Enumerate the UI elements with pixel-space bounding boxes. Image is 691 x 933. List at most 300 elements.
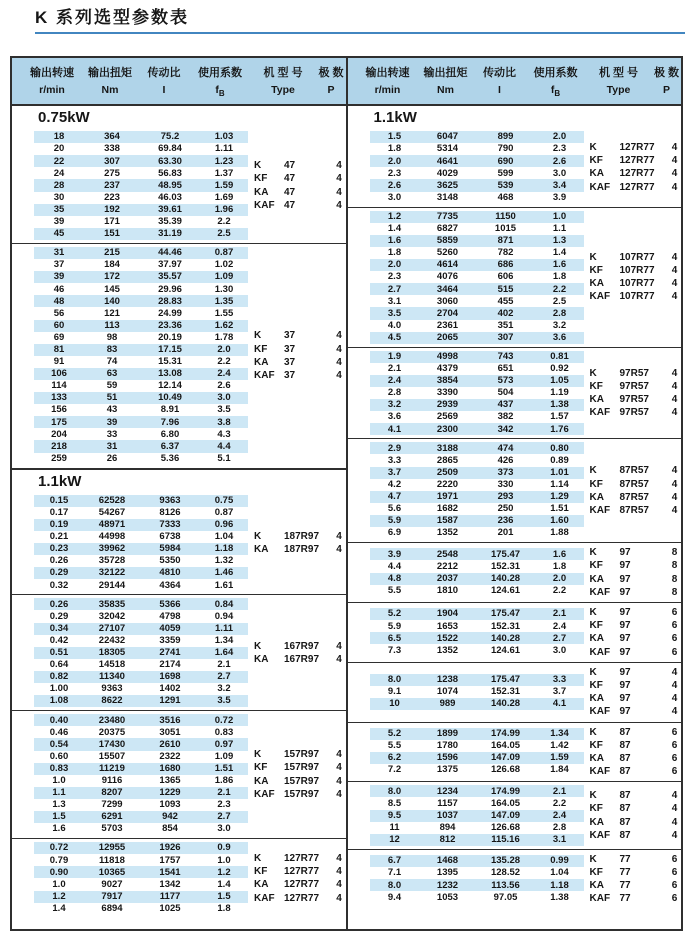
type-poles: 4 <box>671 141 678 153</box>
type-poles: 4 <box>336 160 342 172</box>
data-rows <box>34 714 248 835</box>
speed-cell: 0.26 <box>49 555 69 567</box>
type-row <box>254 788 346 801</box>
type-size: 97 <box>619 706 631 718</box>
ratio-cell: 790 <box>497 143 514 155</box>
service-factor-cell: 1.42 <box>550 740 569 752</box>
torque-cell: 15507 <box>98 750 126 762</box>
data-row <box>34 332 248 344</box>
type-size: 87R57 <box>619 478 649 490</box>
ratio-cell: 13.08 <box>158 368 182 380</box>
torque-cell: 113 <box>104 319 120 331</box>
type-size: 107R77 <box>619 291 655 303</box>
type-poles: 4 <box>671 803 678 815</box>
ratio-cell: 28.83 <box>158 295 182 307</box>
torque-cell: 1468 <box>436 855 459 867</box>
speed-cell: 1.6 <box>387 235 402 247</box>
type-row <box>254 748 346 761</box>
service-factor-cell: 1.05 <box>550 375 569 387</box>
header-unit-label: P <box>327 84 335 96</box>
type-size: 47 <box>284 186 296 198</box>
data-row <box>370 560 584 572</box>
type-poles: 4 <box>671 155 678 167</box>
ratio-cell: 2174 <box>159 659 181 671</box>
data-row <box>370 271 584 283</box>
torque-cell: 83 <box>106 343 118 355</box>
service-factor-cell: 3.5 <box>217 404 231 416</box>
torque-cell: 6894 <box>101 902 123 914</box>
service-factor-cell: 2.4 <box>217 368 231 380</box>
ratio-cell: 437 <box>497 399 514 411</box>
type-list <box>590 853 682 906</box>
header-cell <box>190 64 250 98</box>
header-cn-label: 使用系数 <box>533 67 578 79</box>
type-size: 87 <box>619 766 631 778</box>
data-row <box>34 671 248 683</box>
type-prefix: KF <box>589 620 603 632</box>
type-prefix: K <box>589 367 597 379</box>
service-factor-cell: 2.8 <box>552 821 567 833</box>
torque-cell: 2939 <box>436 399 459 411</box>
type-poles: 4 <box>671 278 678 290</box>
torque-cell: 1352 <box>436 644 459 656</box>
type-size: 127R77 <box>284 853 320 865</box>
type-list <box>590 546 682 599</box>
torque-cell: 8207 <box>101 787 123 799</box>
torque-cell: 1971 <box>436 491 459 503</box>
ratio-cell: 1150 <box>495 210 516 222</box>
service-factor-cell: 0.87 <box>214 247 234 259</box>
type-prefix: KAF <box>254 369 275 381</box>
ratio-cell: 4059 <box>159 622 181 634</box>
torque-cell: 3464 <box>436 283 459 295</box>
data-row <box>370 891 584 903</box>
data-row <box>34 635 248 647</box>
torque-cell: 1157 <box>437 797 458 809</box>
data-row <box>370 585 584 597</box>
service-factor-cell: 0.83 <box>214 726 234 738</box>
service-factor-cell: 2.4 <box>552 809 567 821</box>
speed-cell: 2.9 <box>387 442 402 454</box>
header-cell <box>586 64 652 98</box>
service-factor-cell: 1.11 <box>215 622 233 634</box>
type-poles: 4 <box>671 394 678 406</box>
speed-cell: 2.3 <box>387 167 402 179</box>
torque-cell: 275 <box>104 167 120 179</box>
param-block <box>348 128 682 207</box>
type-prefix: KF <box>254 343 268 355</box>
type-size: 37 <box>284 369 296 381</box>
service-factor-cell: 2.4 <box>552 620 567 632</box>
service-factor-cell: 1.51 <box>550 503 569 515</box>
type-prefix: KF <box>589 380 603 392</box>
service-factor-cell: 2.2 <box>552 797 567 809</box>
ratio-cell: 573 <box>497 375 514 387</box>
ratio-cell: 8.91 <box>160 404 180 416</box>
param-block <box>348 542 682 602</box>
speed-cell: 31 <box>53 247 65 259</box>
type-row <box>590 464 682 477</box>
speed-cell: 10 <box>389 698 400 710</box>
type-poles: 4 <box>671 465 678 477</box>
type-size: 37 <box>284 356 296 368</box>
type-list <box>590 606 682 659</box>
ratio-cell: 342 <box>497 423 514 435</box>
data-row <box>34 787 248 799</box>
param-block <box>12 243 346 468</box>
service-factor-cell: 5.1 <box>217 452 231 464</box>
type-list <box>590 726 682 779</box>
type-size: 77 <box>619 893 631 905</box>
type-prefix: KA <box>589 633 604 645</box>
data-rows <box>370 131 584 204</box>
ratio-cell: 29.96 <box>158 283 182 295</box>
data-row <box>34 878 248 890</box>
type-prefix: KF <box>589 478 603 490</box>
ratio-cell: 651 <box>497 363 514 375</box>
service-factor-cell: 1.38 <box>550 399 569 411</box>
ratio-cell: 140.28 <box>490 698 521 710</box>
torque-cell: 31 <box>106 440 118 452</box>
data-row <box>370 179 584 191</box>
ratio-cell: 5.36 <box>160 452 180 464</box>
ratio-cell: 128.52 <box>490 867 521 879</box>
torque-cell: 9027 <box>101 878 123 890</box>
data-rows <box>34 842 248 915</box>
param-block <box>348 662 682 722</box>
param-block <box>348 722 682 782</box>
speed-cell: 1.8 <box>387 247 402 259</box>
data-row <box>34 738 248 750</box>
type-size: 97 <box>619 666 631 678</box>
type-poles: 8 <box>671 560 678 572</box>
type-prefix: KF <box>589 739 603 751</box>
service-factor-cell: 3.9 <box>552 191 567 203</box>
torque-cell: 2865 <box>436 454 459 466</box>
speed-cell: 0.23 <box>49 543 69 555</box>
torque-cell: 5703 <box>101 823 123 835</box>
param-block <box>348 602 682 662</box>
type-row <box>254 343 346 356</box>
service-factor-cell: 2.2 <box>552 584 567 596</box>
type-row <box>590 277 682 290</box>
type-poles: 6 <box>671 646 678 658</box>
service-factor-cell: 1.76 <box>550 423 569 435</box>
type-prefix: KAF <box>254 892 275 904</box>
torque-cell: 4614 <box>436 259 459 271</box>
ratio-cell: 1757 <box>159 854 181 866</box>
ratio-cell: 1698 <box>159 671 181 683</box>
ratio-cell: 743 <box>497 350 514 362</box>
speed-cell: 18 <box>53 131 65 143</box>
type-row <box>254 329 346 342</box>
service-factor-cell: 2.5 <box>552 295 567 307</box>
type-poles: 4 <box>336 775 342 787</box>
data-row <box>34 495 248 507</box>
ratio-cell: 115.16 <box>491 834 520 846</box>
type-prefix: KAF <box>589 766 611 778</box>
service-factor-cell: 1.04 <box>550 867 569 879</box>
type-poles: 6 <box>671 853 678 865</box>
ratio-cell: 63.30 <box>158 155 182 167</box>
data-row <box>34 216 248 228</box>
service-factor-cell: 1.51 <box>214 762 234 774</box>
torque-cell: 48971 <box>98 519 126 531</box>
param-table <box>10 56 683 931</box>
type-prefix: KAF <box>589 407 611 419</box>
type-prefix: K <box>254 330 262 342</box>
speed-cell: 3.0 <box>387 191 402 203</box>
ratio-cell: 15.31 <box>158 356 182 368</box>
torque-cell: 7917 <box>101 890 123 902</box>
header-cell <box>22 64 82 98</box>
torque-cell: 62528 <box>98 494 126 506</box>
service-factor-cell: 4.1 <box>552 698 567 710</box>
speed-cell: 259 <box>51 452 67 464</box>
type-prefix: K <box>254 853 262 865</box>
ratio-cell: 2322 <box>159 750 181 762</box>
torque-cell: 1587 <box>436 515 459 527</box>
service-factor-cell: 4.4 <box>217 440 231 452</box>
data-row <box>370 454 584 466</box>
service-factor-cell: 1.32 <box>214 555 234 567</box>
type-poles: 6 <box>671 766 678 778</box>
speed-cell: 4.7 <box>387 491 402 503</box>
torque-cell: 4076 <box>436 271 459 283</box>
type-size: 157R97 <box>284 775 320 787</box>
data-row <box>370 752 584 764</box>
speed-cell: 2.7 <box>387 283 402 295</box>
service-factor-cell: 2.5 <box>217 228 231 240</box>
torque-cell: 3625 <box>436 179 459 191</box>
speed-cell: 133 <box>51 392 67 404</box>
data-row <box>34 775 248 787</box>
type-poles: 4 <box>671 816 678 828</box>
type-poles: 4 <box>336 330 342 342</box>
ratio-cell: 402 <box>497 307 514 319</box>
header-cn-label: 传动比 <box>147 67 181 79</box>
table-half-left <box>12 58 348 929</box>
torque-cell: 33 <box>106 428 118 440</box>
type-poles: 4 <box>671 679 678 691</box>
type-row <box>590 264 682 277</box>
type-size: 97 <box>619 679 631 691</box>
service-factor-cell: 1.2 <box>217 866 231 878</box>
type-row <box>590 606 682 619</box>
data-rows <box>370 442 584 539</box>
speed-cell: 5.2 <box>387 728 402 740</box>
service-factor-cell: 1.34 <box>214 634 234 646</box>
data-row <box>370 867 584 879</box>
type-prefix: KAF <box>589 706 611 718</box>
service-factor-cell: 3.0 <box>552 644 567 656</box>
ratio-cell: 7333 <box>159 519 181 531</box>
speed-cell: 1.9 <box>387 350 402 362</box>
speed-cell: 0.64 <box>49 659 69 671</box>
speed-cell: 0.26 <box>49 598 69 610</box>
speed-cell: 5.5 <box>387 584 402 596</box>
data-row <box>370 810 584 822</box>
torque-cell: 2361 <box>436 319 459 331</box>
data-row <box>34 683 248 695</box>
type-poles: 4 <box>336 749 342 761</box>
speed-cell: 2.1 <box>387 363 402 375</box>
type-prefix: KAF <box>589 586 611 598</box>
type-list <box>590 789 682 842</box>
data-row <box>34 143 248 155</box>
data-row <box>370 223 584 235</box>
type-prefix: KA <box>589 278 604 290</box>
service-factor-cell: 1.64 <box>214 647 234 659</box>
service-factor-cell: 1.35 <box>214 295 234 307</box>
service-factor-cell: 1.59 <box>214 179 234 191</box>
torque-cell: 1653 <box>436 620 459 632</box>
service-factor-cell: 1.8 <box>552 271 567 283</box>
type-poles: 4 <box>336 173 342 185</box>
type-size: 107R77 <box>619 278 655 290</box>
speed-cell: 5.6 <box>387 503 402 515</box>
type-prefix: KAF <box>589 893 611 905</box>
ratio-cell: 606 <box>497 271 514 283</box>
ratio-cell: 1680 <box>159 762 181 774</box>
type-row <box>254 878 346 891</box>
ratio-cell: 56.83 <box>158 167 182 179</box>
data-row <box>34 659 248 671</box>
data-row <box>34 380 248 392</box>
type-poles: 4 <box>336 356 342 368</box>
speed-cell: 9.5 <box>387 809 402 821</box>
type-size: 97 <box>619 620 631 632</box>
power-section-label: 1.1kW <box>12 468 346 492</box>
type-prefix: K <box>254 640 262 652</box>
type-row <box>590 789 682 802</box>
data-row <box>34 579 248 591</box>
type-prefix: KA <box>254 653 269 665</box>
ratio-cell: 468 <box>497 191 514 203</box>
data-rows <box>370 351 584 436</box>
type-size: 87 <box>619 752 631 764</box>
service-factor-cell: 3.1 <box>552 834 567 846</box>
service-factor-cell: 0.84 <box>214 598 234 610</box>
type-prefix: K <box>254 160 262 172</box>
type-poles: 4 <box>336 892 342 904</box>
speed-cell: 4.1 <box>387 423 402 435</box>
data-row <box>370 620 584 632</box>
torque-cell: 1238 <box>436 674 459 686</box>
data-rows <box>370 548 584 596</box>
data-row <box>34 623 248 635</box>
ratio-cell: 373 <box>497 466 514 478</box>
type-size: 157R97 <box>284 788 320 800</box>
header-unit-label: P <box>662 84 670 96</box>
page-title: K 系列选型参数表 <box>35 8 189 27</box>
torque-cell: 4379 <box>436 363 459 375</box>
type-row <box>590 666 682 679</box>
service-factor-cell: 2.7 <box>217 811 231 823</box>
ratio-cell: 293 <box>497 491 514 503</box>
speed-cell: 8.5 <box>387 797 402 809</box>
type-row <box>254 369 346 382</box>
data-row <box>34 155 248 167</box>
column-body <box>348 106 682 929</box>
speed-cell: 0.17 <box>49 507 69 519</box>
type-size: 47 <box>284 160 296 172</box>
data-row <box>34 259 248 271</box>
header-cn-label: 使用系数 <box>198 67 242 79</box>
speed-cell: 175 <box>51 416 67 428</box>
speed-cell: 156 <box>51 404 67 416</box>
type-list <box>590 251 682 304</box>
type-poles: 4 <box>671 829 678 841</box>
service-factor-cell: 1.88 <box>550 527 569 539</box>
data-row <box>34 404 248 416</box>
speed-cell: 2.8 <box>387 387 402 399</box>
torque-cell: 6291 <box>101 811 123 823</box>
service-factor-cell: 2.0 <box>552 131 567 143</box>
data-row <box>370 515 584 527</box>
data-row <box>34 891 248 903</box>
type-poles: 4 <box>336 186 342 198</box>
service-factor-cell: 1.8 <box>552 560 567 572</box>
ratio-cell: 35.57 <box>158 271 182 283</box>
speed-cell: 3.1 <box>387 295 402 307</box>
column-body <box>12 106 346 929</box>
torque-cell: 32042 <box>98 610 126 622</box>
torque-cell: 1037 <box>436 809 459 821</box>
type-prefix: K <box>254 530 262 542</box>
torque-cell: 2220 <box>436 478 459 490</box>
type-row <box>590 380 682 393</box>
ratio-cell: 4364 <box>159 579 181 591</box>
torque-cell: 1596 <box>436 752 459 764</box>
service-factor-cell: 0.9 <box>217 842 231 854</box>
type-size: 97R57 <box>619 380 649 392</box>
data-row <box>370 283 584 295</box>
type-poles: 4 <box>671 407 678 419</box>
data-row <box>34 283 248 295</box>
torque-cell: 6827 <box>436 223 459 235</box>
type-poles: 4 <box>336 853 342 865</box>
type-list <box>590 141 682 194</box>
service-factor-cell: 3.0 <box>217 823 231 835</box>
torque-cell: 5260 <box>436 247 459 259</box>
torque-cell: 140 <box>104 295 120 307</box>
power-section-label: 0.75kW <box>38 109 90 127</box>
data-row <box>370 211 584 223</box>
torque-cell: 1682 <box>436 503 459 515</box>
type-size: 127R77 <box>619 181 655 193</box>
torque-cell: 192 <box>104 203 120 215</box>
speed-cell: 56 <box>53 307 65 319</box>
type-prefix: KF <box>589 155 603 167</box>
speed-cell: 3.3 <box>387 454 402 466</box>
type-poles: 4 <box>336 640 342 652</box>
type-size: 97 <box>619 693 631 705</box>
ratio-cell: 164.05 <box>490 740 521 752</box>
speed-cell: 0.19 <box>49 519 69 531</box>
ratio-cell: 1015 <box>494 223 517 235</box>
torque-cell: 26 <box>106 452 118 464</box>
data-row <box>34 356 248 368</box>
type-prefix: KAF <box>589 646 611 658</box>
type-poles: 4 <box>336 369 342 381</box>
ratio-cell: 250 <box>497 503 514 515</box>
speed-cell: 11 <box>389 821 400 833</box>
type-poles: 4 <box>671 478 678 490</box>
type-prefix: KA <box>254 356 269 368</box>
torque-cell: 1522 <box>436 632 459 644</box>
type-size: 97 <box>619 573 631 585</box>
